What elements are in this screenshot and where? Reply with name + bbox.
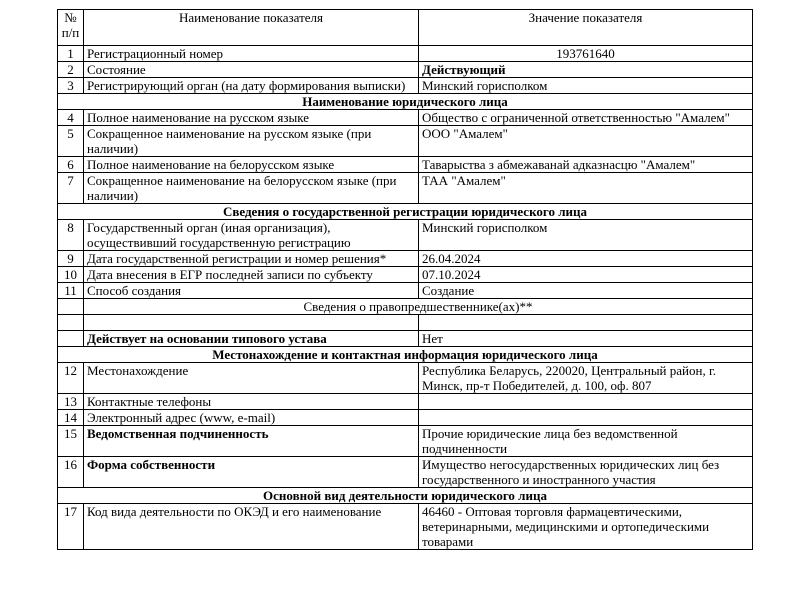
row-value: Минский горисполком bbox=[419, 78, 753, 94]
table-row bbox=[58, 394, 753, 410]
activity-value: 46460 - Оптовая торговля фармацевтическими, ветеринарными, медицинскими и ортопедическими товарами bbox=[419, 504, 753, 550]
row-num: 6 bbox=[58, 157, 84, 173]
row-label: Полное наименование на русском языке bbox=[84, 110, 419, 126]
table-row bbox=[58, 173, 753, 204]
table-row bbox=[58, 220, 753, 251]
section-title-location: Местонахождение и контактная информация юридического лица bbox=[58, 347, 753, 363]
row-num: 9 bbox=[58, 251, 84, 267]
subsection-row bbox=[58, 299, 753, 315]
table-row bbox=[58, 46, 753, 62]
section-row bbox=[58, 488, 753, 504]
row-label: Сокращенное наименование на белорусском языке (при наличии) bbox=[84, 173, 419, 204]
empty-cell bbox=[419, 315, 753, 331]
row-num: 1 bbox=[58, 46, 84, 62]
row-label: Дата внесения в ЕГР последней записи по субъекту bbox=[84, 267, 419, 283]
registration-number: 193761640 bbox=[419, 46, 753, 62]
empty-cell bbox=[58, 315, 84, 331]
row-num: 3 bbox=[58, 78, 84, 94]
row-num: 8 bbox=[58, 220, 84, 251]
row-label: Местонахождение bbox=[84, 363, 419, 394]
row-num: 17 bbox=[58, 504, 84, 550]
section-row bbox=[58, 204, 753, 220]
row-label: Дата государственной регистрации и номер решения* bbox=[84, 251, 419, 267]
empty-cell bbox=[58, 331, 84, 347]
row-value: ООО "Амалем" bbox=[419, 126, 753, 157]
charter-label: Действует на основании типового устава bbox=[84, 331, 419, 347]
section-title-activity: Основной вид деятельности юридического лица bbox=[58, 488, 753, 504]
section-row bbox=[58, 347, 753, 363]
table-row bbox=[58, 157, 753, 173]
table-row bbox=[58, 62, 753, 78]
table-row bbox=[58, 457, 753, 488]
header-value: Значение показателя bbox=[419, 10, 753, 46]
row-num: 16 bbox=[58, 457, 84, 488]
empty-cell bbox=[58, 299, 84, 315]
row-label: Состояние bbox=[84, 62, 419, 78]
row-label: Форма собственности bbox=[84, 457, 419, 488]
row-label: Сокращенное наименование на русском языке (при наличии) bbox=[84, 126, 419, 157]
registry-extract-table bbox=[57, 9, 753, 550]
row-value: 07.10.2024 bbox=[419, 267, 753, 283]
row-num: 11 bbox=[58, 283, 84, 299]
row-label: Государственный орган (иная организация), осуществивший государственную регистрацию bbox=[84, 220, 419, 251]
table-row bbox=[58, 363, 753, 394]
section-title-name: Наименование юридического лица bbox=[58, 94, 753, 110]
section-title-registration: Сведения о государственной регистрации юридического лица bbox=[58, 204, 753, 220]
row-label: Полное наименование на белорусском языке bbox=[84, 157, 419, 173]
row-label: Регистрационный номер bbox=[84, 46, 419, 62]
row-value: Создание bbox=[419, 283, 753, 299]
table-row bbox=[58, 110, 753, 126]
row-num: 14 bbox=[58, 410, 84, 426]
row-value: Общество с ограниченной ответственностью "Амалем" bbox=[419, 110, 753, 126]
row-num: 2 bbox=[58, 62, 84, 78]
table-row bbox=[58, 267, 753, 283]
row-num: 10 bbox=[58, 267, 84, 283]
address-value: Республика Беларусь, 220020, Центральный район, г. Минск, пр-т Победителей, д. 100, оф. 807 bbox=[419, 363, 753, 394]
row-num: 7 bbox=[58, 173, 84, 204]
header-num: № п/п bbox=[58, 10, 84, 46]
row-num: 4 bbox=[58, 110, 84, 126]
charter-value: Нет bbox=[419, 331, 753, 347]
row-num: 15 bbox=[58, 426, 84, 457]
row-num: 5 bbox=[58, 126, 84, 157]
row-label: Электронный адрес (www, e-mail) bbox=[84, 410, 419, 426]
row-value: Минский горисполком bbox=[419, 220, 753, 251]
table-row bbox=[58, 78, 753, 94]
row-label: Регистрирующий орган (на дату формирования выписки) bbox=[84, 78, 419, 94]
row-label: Контактные телефоны bbox=[84, 394, 419, 410]
section-title-predecessor: Сведения о правопредшественнике(ах)** bbox=[84, 299, 753, 315]
email-value bbox=[419, 410, 753, 426]
row-num: 13 bbox=[58, 394, 84, 410]
status-value: Действующий bbox=[419, 62, 753, 78]
table-row bbox=[58, 504, 753, 550]
row-value: ТАА "Амалем" bbox=[419, 173, 753, 204]
table-row bbox=[58, 283, 753, 299]
row-num: 12 bbox=[58, 363, 84, 394]
table-row bbox=[58, 331, 753, 347]
row-label: Способ создания bbox=[84, 283, 419, 299]
row-value: Прочие юридические лица без ведомственной подчиненности bbox=[419, 426, 753, 457]
section-row bbox=[58, 94, 753, 110]
row-value: 26.04.2024 bbox=[419, 251, 753, 267]
row-label: Ведомственная подчиненность bbox=[84, 426, 419, 457]
empty-cell bbox=[84, 315, 419, 331]
empty-row bbox=[58, 315, 753, 331]
phones-value bbox=[419, 394, 753, 410]
row-value: Имущество негосударственных юридических лиц без государственного и иностранного участия bbox=[419, 457, 753, 488]
header-row bbox=[58, 10, 753, 46]
header-name: Наименование показателя bbox=[84, 10, 419, 46]
row-value: Таварыства з абмежаванай адказнасцю "Амалем" bbox=[419, 157, 753, 173]
table-row bbox=[58, 426, 753, 457]
table-row bbox=[58, 410, 753, 426]
table-row bbox=[58, 251, 753, 267]
row-label: Код вида деятельности по ОКЭД и его наименование bbox=[84, 504, 419, 550]
table-row bbox=[58, 126, 753, 157]
